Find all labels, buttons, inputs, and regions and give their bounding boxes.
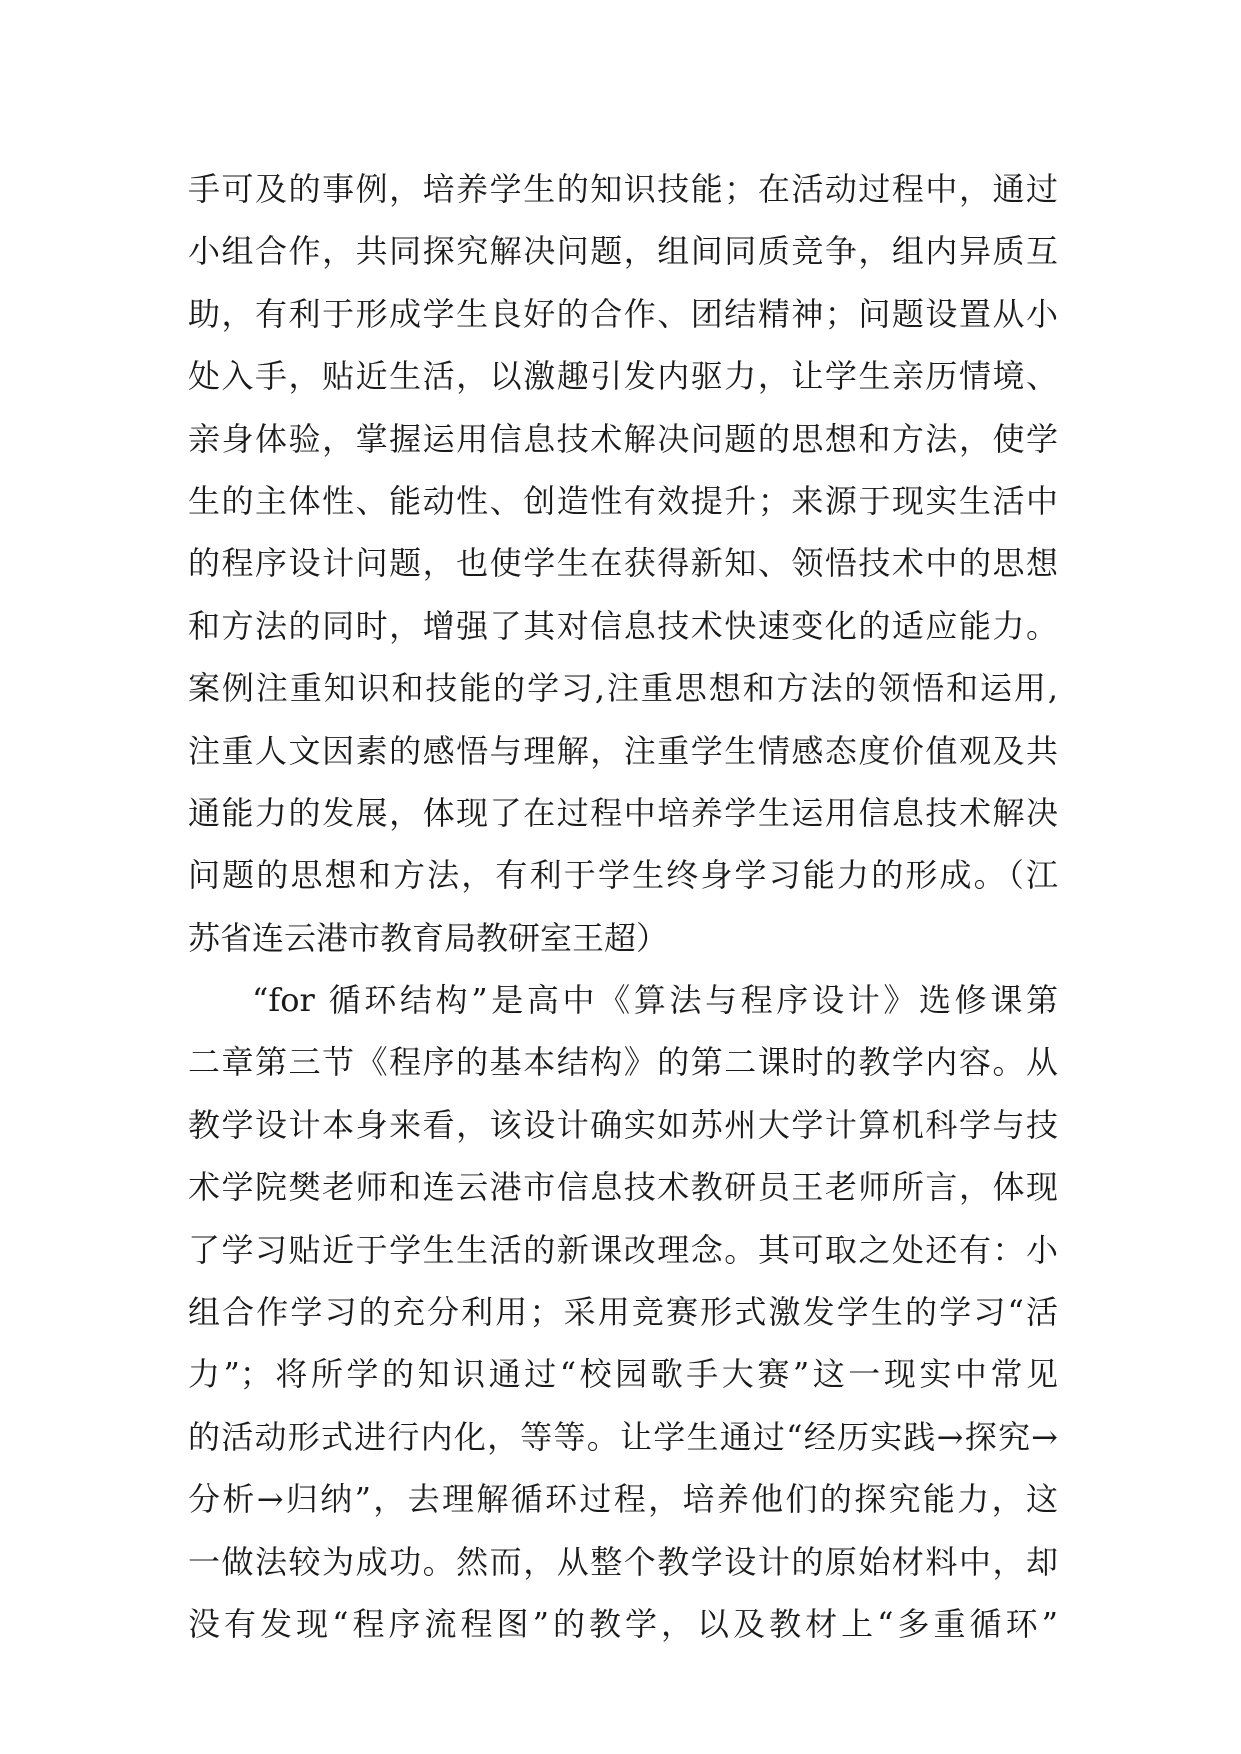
text-line: 和方法的同时，增强了其对信息技术快速变化的适应能力。 bbox=[188, 606, 1058, 645]
text-line: 通能力的发展，体现了在过程中培养学生运用信息技术解决 bbox=[188, 793, 1058, 832]
text-line: 手可及的事例，培养学生的知识技能；在活动过程中，通过 bbox=[188, 170, 1058, 208]
text-line: 案例注重知识和技能的学习,注重思想和方法的领悟和运用, bbox=[188, 669, 1058, 708]
text-line: “for 循环结构”是高中《算法与程序设计》选修课第 bbox=[252, 981, 1058, 1020]
paragraph-for-loop-review bbox=[188, 969, 1058, 1655]
paragraph-commentary-wang-chao bbox=[188, 158, 1058, 969]
text-line: 小组合作，共同探究解决问题，组间同质竞争，组内异质互 bbox=[188, 232, 1058, 271]
text-line: 亲身体验，掌握运用信息技术解决问题的思想和方法，使学 bbox=[188, 419, 1058, 458]
text-line: 的活动形式进行内化，等等。让学生通过“经历实践→探究→ bbox=[188, 1417, 1058, 1456]
text-line: 注重人文因素的感悟与理解，注重学生情感态度价值观及共 bbox=[188, 731, 1058, 770]
text-line: 助，有利于形成学生良好的合作、团结精神；问题设置从小 bbox=[188, 294, 1058, 333]
text-line: 问题的思想和方法，有利于学生终身学习能力的形成。（江 bbox=[188, 856, 1058, 895]
text-line: 二章第三节《程序的基本结构》的第二课时的教学内容。从 bbox=[188, 1043, 1058, 1082]
text-line: 力”；将所学的知识通过“校园歌手大赛”这一现实中常见 bbox=[188, 1355, 1058, 1394]
text-line: 苏省连云港市教育局教研室王超） bbox=[188, 918, 669, 957]
text-line: 处入手，贴近生活，以激趣引发内驱力，让学生亲历情境、 bbox=[188, 357, 1058, 396]
text-line: 没有发现“程序流程图”的教学，以及教材上“多重循环” bbox=[188, 1604, 1058, 1643]
text-line: 教学设计本身来看，该设计确实如苏州大学计算机科学与技 bbox=[188, 1105, 1058, 1144]
text-line: 了学习贴近于学生生活的新课改理念。其可取之处还有：小 bbox=[188, 1230, 1058, 1269]
text-line: 一做法较为成功。然而，从整个教学设计的原始材料中，却 bbox=[188, 1542, 1058, 1581]
text-line: 分析→归纳”，去理解循环过程，培养他们的探究能力，这 bbox=[188, 1480, 1058, 1519]
text-line: 组合作学习的充分利用；采用竞赛形式激发学生的学习“活 bbox=[188, 1293, 1058, 1332]
text-line: 生的主体性、能动性、创造性有效提升；来源于现实生活中 bbox=[188, 481, 1058, 520]
text-line: 术学院樊老师和连云港市信息技术教研员王老师所言，体现 bbox=[188, 1168, 1058, 1207]
text-line: 的程序设计问题，也使学生在获得新知、领悟技术中的思想 bbox=[188, 544, 1058, 583]
body-text bbox=[188, 158, 1058, 1655]
